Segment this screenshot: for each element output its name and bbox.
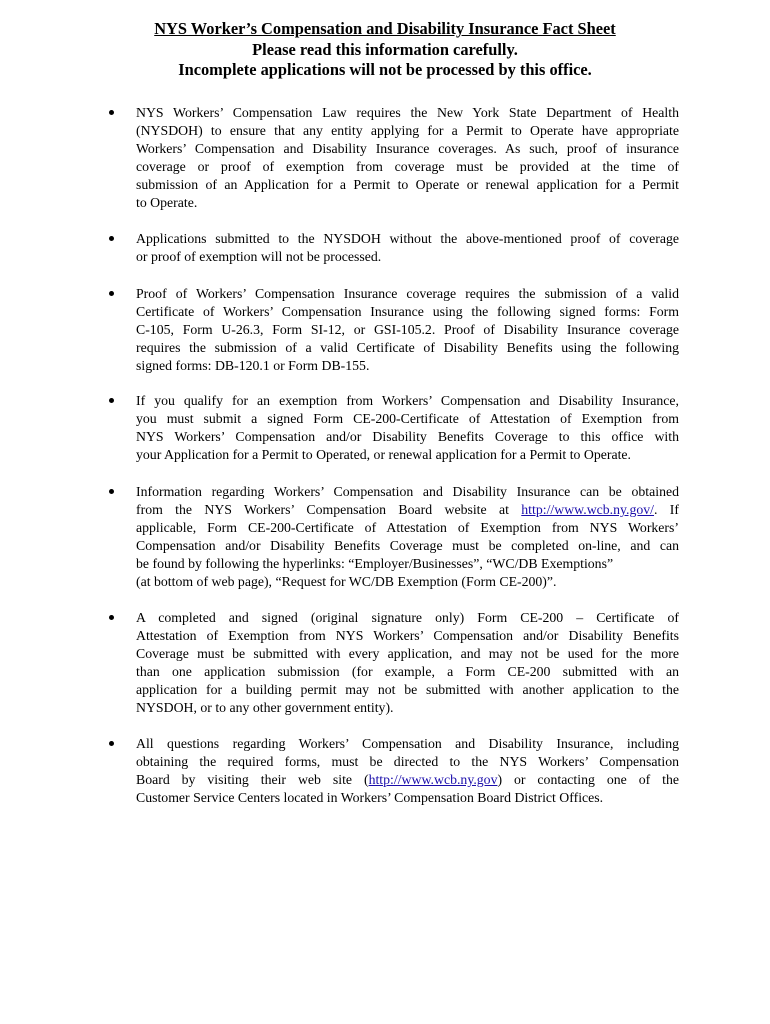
bullet-text (136, 483, 679, 591)
text-line: Attestation of Exemption from NYS Workers’ Compensation and/or Disability Benefits (136, 628, 679, 643)
text-line: to Operate. (136, 195, 198, 210)
text-segment: from the NYS Workers’ Compensation Board website at (136, 502, 522, 517)
bullet-icon (109, 291, 114, 296)
bullet-text (136, 285, 679, 375)
text-line: Proof of Workers’ Compensation Insurance coverage requires the submission of a valid (136, 286, 679, 301)
bullet-icon (109, 741, 114, 746)
bullet-icon (109, 615, 114, 620)
text-line: Applications submitted to the NYSDOH without the above-mentioned proof of coverage (136, 231, 679, 246)
bullet-text (136, 104, 679, 212)
text-line: than one application submission (for example, a Form CE-200 submitted with an (136, 664, 679, 679)
text-line: NYSDOH, or to any other government entity). (136, 700, 394, 715)
text-line: Workers’ Compensation and Disability Insurance coverages. As such, proof of insurance (136, 141, 679, 156)
text-segment: . If (654, 502, 679, 517)
text-line: A completed and signed (original signature only) Form CE-200 – Certificate of (136, 610, 679, 625)
bullet-text (136, 230, 679, 266)
text-line: signed forms: DB-120.1 or Form DB-155. (136, 358, 370, 373)
bullet-text (136, 735, 679, 807)
bullet-icon (109, 489, 114, 494)
bullet-icon (109, 236, 114, 241)
document-warning: Incomplete applications will not be processed by this office. (178, 60, 592, 79)
text-line: you must submit a signed Form CE-200-Certificate of Attestation of Exemption from (136, 411, 679, 426)
text-line: Certificate of Workers’ Compensation Insurance using the following signed forms: Form (136, 304, 679, 319)
text-line: Customer Service Centers located in Workers’ Compensation Board District Offices. (136, 790, 604, 805)
text-line: submission of an Application for a Permit to Operate or renewal application for a Permit (136, 177, 679, 192)
text-line: requires the submission of a valid Certificate of Disability Benefits using the following (136, 340, 679, 355)
text-line (136, 771, 679, 789)
text-line: (NYSDOH) to ensure that any entity applying for a Permit to Operate have appropriate (136, 123, 679, 138)
wcb-website-link[interactable]: http://www.wcb.ny.gov (368, 772, 498, 787)
text-line: Coverage must be submitted with every application, and may not be used for the more (136, 646, 679, 661)
text-line: (at bottom of web page), “Request for WC/DB Exemption (Form CE-200)”. (136, 574, 557, 589)
text-line: applicable, Form CE-200-Certificate of Attestation of Exemption from NYS Workers’ (136, 520, 679, 535)
text-line: coverage or proof of exemption from coverage must be provided at the time of (136, 159, 679, 174)
document-header (0, 19, 770, 81)
text-line: NYS Workers’ Compensation and/or Disability Benefits Coverage to this office with (136, 429, 679, 444)
text-line (136, 501, 679, 519)
text-line: obtaining the required forms, must be directed to the NYS Workers’ Compensation (136, 754, 679, 769)
text-segment: ) or contacting one of the (497, 772, 679, 787)
text-segment: Board by visiting their web site ( (136, 772, 369, 787)
bullet-icon (109, 398, 114, 403)
text-line: Compensation and/or Disability Benefits Coverage must be completed on-line, and can (136, 538, 679, 553)
text-line: NYS Workers’ Compensation Law requires the New York State Department of Health (136, 105, 679, 120)
text-line: If you qualify for an exemption from Workers’ Compensation and Disability Insurance, (136, 393, 679, 408)
text-line: All questions regarding Workers’ Compensation and Disability Insurance, including (136, 736, 679, 751)
text-line: C-105, Form U-26.3, Form SI-12, or GSI-105.2. Proof of Disability Insurance coverage (136, 322, 679, 337)
text-line: your Application for a Permit to Operated, or renewal application for a Permit to Operate. (136, 447, 631, 462)
document-subtitle: Please read this information carefully. (252, 39, 518, 59)
document-title: NYS Worker’s Compensation and Disability Insurance Fact Sheet (154, 19, 616, 38)
text-line: application for a building permit may not be submitted with another application to the (136, 682, 679, 697)
wcb-website-link[interactable]: http://www.wcb.ny.gov/ (521, 502, 655, 517)
text-line: Information regarding Workers’ Compensation and Disability Insurance can be obtained (136, 484, 679, 499)
text-line: or proof of exemption will not be processed. (136, 249, 382, 264)
bullet-icon (109, 110, 114, 115)
text-line: be found by following the hyperlinks: “Employer/Businesses”, “WC/DB Exemptions” (136, 556, 614, 571)
bullet-text (136, 609, 679, 717)
bullet-text (136, 392, 679, 464)
